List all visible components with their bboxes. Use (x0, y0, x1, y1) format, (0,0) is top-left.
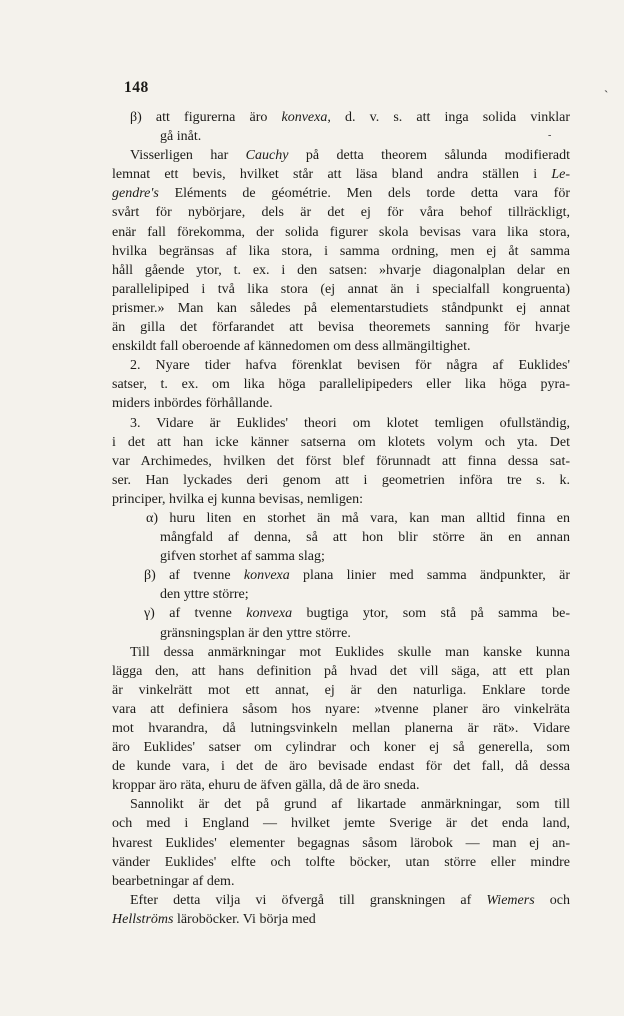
text-line: enär fall förekomma, der solida figurer skola bevisas vara lika stora, (112, 224, 570, 240)
text-line: γ) af tvenne konvexa bugtiga ytor, som stå på samma be- (144, 606, 570, 622)
text-line: var Archimedes, hvilken det först blef förunnadt att finna dessa sat- (112, 453, 570, 469)
text-line: hvarest Euklides' elementer begagnas såsom lärobok — man ej an- (112, 835, 570, 851)
margin-mark: ˎ (604, 78, 609, 93)
text-line: mot hvarandra, då lutningsvinkeln mellan planerna är rät». Vidare (112, 721, 570, 736)
text-line: principer, hvilka ej kunna bevisas, nemligen: (112, 491, 363, 507)
text-line: β) att figurerna äro konvexa, d. v. s. att inga solida vinklar (130, 110, 570, 125)
text-line: den yttre större; (160, 587, 249, 603)
text-line: vänder Euklides' elfte och tolfte böcker, utan större eller mindre (112, 854, 570, 870)
text-line: gränsningsplan är den yttre större. (160, 625, 351, 641)
page-number: 148 (124, 79, 149, 96)
text-line: i det att han icke känner satserna om klotets volym och yta. Det (112, 434, 570, 450)
text-line: hvilka begränsas af lika stora, i samma ordning, men ej åt samma (112, 243, 570, 259)
body-text (112, 108, 570, 929)
text-line: gå inåt. (160, 129, 202, 145)
text-line: β) af tvenne konvexa plana linier med samma ändpunkter, är (144, 568, 570, 584)
text-line: miders inbördes förhållande. (112, 396, 273, 412)
text-line: bearbetningar af dem. (112, 873, 235, 889)
text-line: 2. Nyare tider hafva förenklat bevisen för några af Euklides' (130, 358, 570, 374)
text-line: mångfald af denna, så att hon blir större än en annan (160, 530, 570, 546)
text-line: lemnat ett bevis, hvilket står att läsa bland andra ställen i Le- (112, 167, 570, 183)
text-line: prismer.» Man kan således på elementarstudiets ståndpunkt ej annat (112, 300, 570, 316)
text-line: är vinkelrätt mot ett annat, ej är den naturliga. Enklare torde (112, 682, 570, 698)
text-line: kroppar äro räta, ehuru de äfven gälla, då de äro sneda. (112, 778, 420, 794)
text-line: vara att definiera såsom hos nyare: »tvenne planer äro vinkelräta (112, 701, 570, 717)
text-line: Visserligen har Cauchy på detta theorem sålunda modifieradt (130, 148, 570, 164)
text-line: gendre's Eléments de géométrie. Men dels torde detta vara för (112, 186, 570, 202)
text-line: ser. Han lyckades deri genom att i geometrien införa tre s. k. (112, 472, 570, 488)
margin-mark: - (548, 130, 552, 141)
text-line: 3. Vidare är Euklides' theori om klotet temligen ofullständig, (130, 415, 570, 431)
text-line: parallelipiped i två lika stora (ej annat än i specialfall kongruenta) (112, 281, 570, 297)
text-line: lägga den, att hans definition på hvad det vill säga, att ett plan (112, 663, 570, 679)
text-line: än gilla det förfarandet att bevisa theoremets sanning för hvarje (112, 320, 570, 336)
text-line: och med i England — hvilket jemte Sverige är det enda land, (112, 816, 570, 832)
text-line: Efter detta vilja vi öfvergå till granskningen af Wiemers och (130, 892, 570, 908)
text-line: Hellströms läroböcker. Vi börja med (112, 911, 316, 927)
text-line: äro Euklides' satser om cylindrar och koner ej så generella, som (112, 740, 570, 756)
text-line: gifven storhet af samma slag; (160, 549, 325, 565)
text-line: enskildt fall oberoende af kännedomen om dess allmängiltighet. (112, 339, 471, 355)
text-line: svårt för nybörjare, dels är det ej för våra behof tillräckligt, (112, 205, 570, 221)
text-line: satser, t. ex. om lika höga parallelipipeders eller lika höga pyra- (112, 377, 570, 393)
text-line: de kunde vara, i det de äro bevisade endast för det fall, då dessa (112, 759, 570, 775)
text-line: håll gående ytor, t. ex. i den satsen: »hvarje diagonalplan delar en (112, 262, 570, 278)
text-line: α) huru liten en storhet än må vara, kan man alltid finna en (146, 510, 570, 526)
text-line: Till dessa anmärkningar mot Euklides skulle man kanske kunna (130, 644, 570, 660)
text-line: Sannolikt är det på grund af likartade anmärkningar, som till (130, 797, 570, 813)
